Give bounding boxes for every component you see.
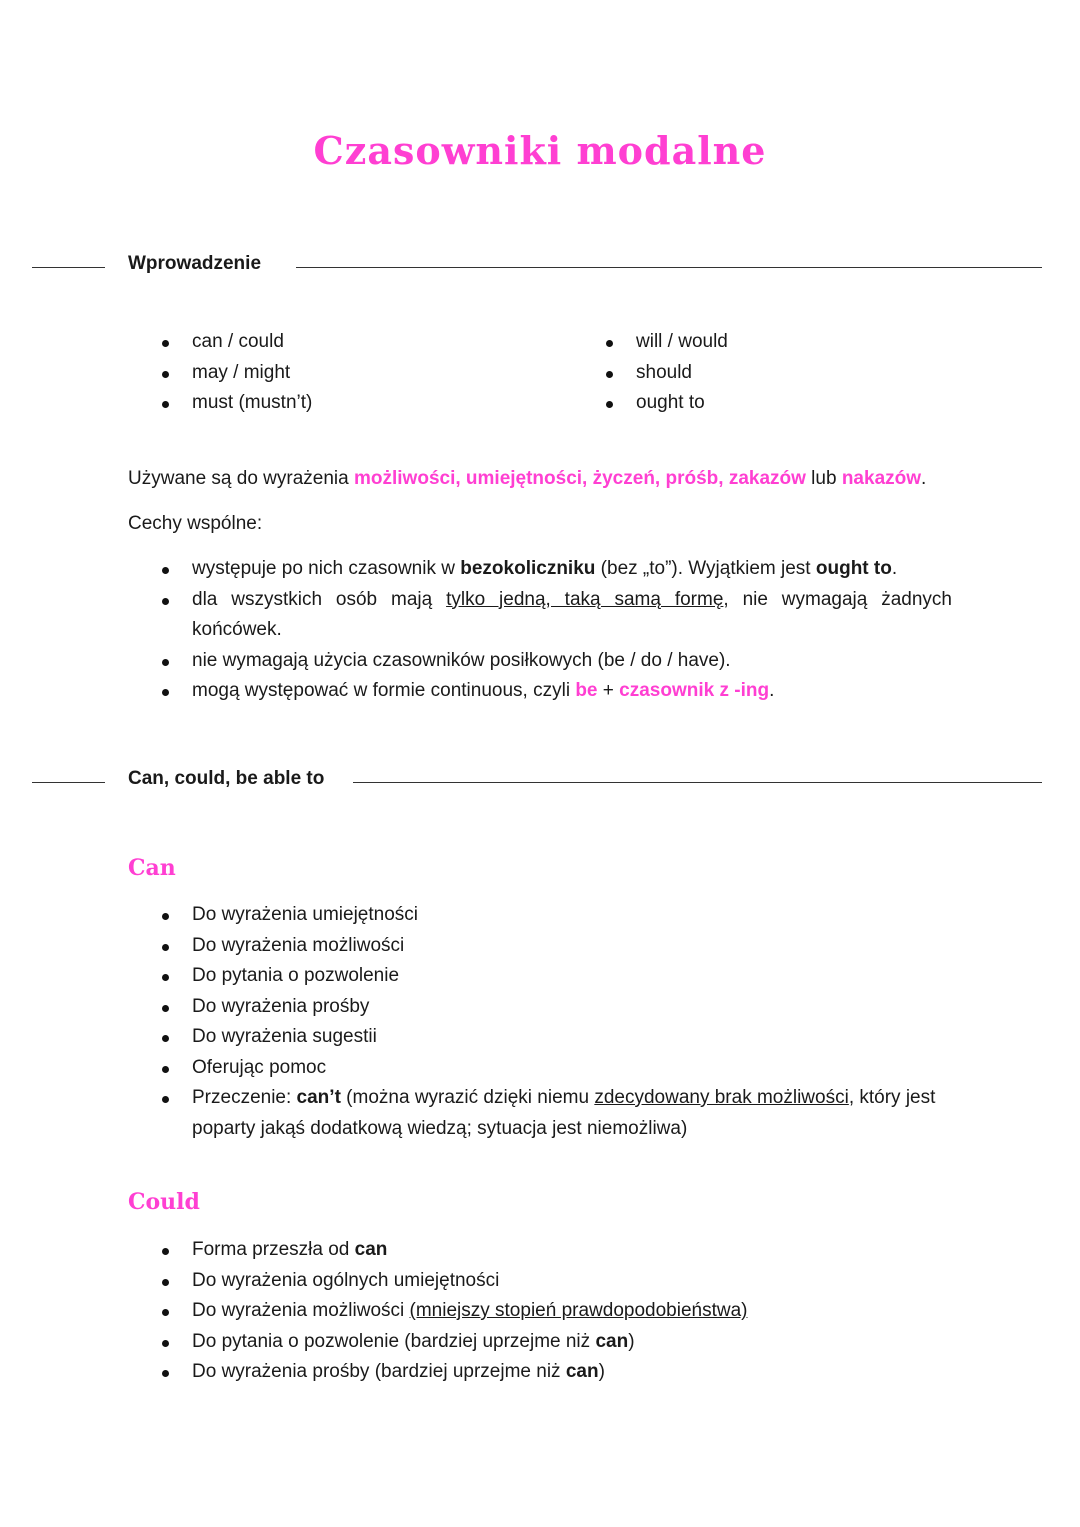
bold-text: ought to <box>815 558 892 579</box>
list-item: may / might <box>162 358 312 389</box>
divider-right <box>353 782 1042 783</box>
text-run: występuje po nich czasownik w <box>192 558 461 579</box>
list-item: ought to <box>606 388 728 419</box>
modals-list-left <box>162 327 312 419</box>
list-item <box>162 1083 952 1144</box>
text-run: , który jest poparty jakąś dodatkową wiedzą; sytuacja jest niemożliwa) <box>192 1087 936 1139</box>
bold-text: can <box>354 1239 388 1260</box>
section-heading: Can, could, be able to <box>128 768 325 789</box>
text-run: lub <box>805 468 842 489</box>
text-run: Forma przeszła od <box>192 1239 355 1260</box>
usage-sentence <box>128 464 926 494</box>
bold-text: can’t <box>296 1087 341 1108</box>
list-item <box>162 1327 952 1358</box>
can-heading: Can <box>128 855 176 881</box>
list-item <box>162 585 952 646</box>
modals-list-right <box>606 327 728 419</box>
page-title: Czasowniki modalne <box>313 128 767 173</box>
list-item <box>162 1235 952 1266</box>
text-run: . <box>921 468 927 489</box>
could-list <box>162 1235 952 1388</box>
text-run: ) <box>628 1330 635 1352</box>
list-item: nie wymagają użycia czasowników posiłkowych (be / do / have). <box>162 646 952 677</box>
list-item: Do wyrażenia prośby <box>162 992 952 1023</box>
text-run: (bez „to”). Wyjątkiem jest <box>595 558 816 579</box>
text-run: Przeczenie: <box>192 1087 297 1108</box>
list-item <box>162 554 952 585</box>
underlined-text: tylko jedną, taką samą formę <box>446 588 724 610</box>
divider-left <box>32 267 105 268</box>
divider-right <box>296 267 1042 268</box>
list-item <box>162 1296 952 1327</box>
text-run: Do wyrażenia możliwości <box>192 1300 410 1321</box>
highlight-text: możliwości, umiejętności, życzeń, próśb, zakazów <box>354 468 806 489</box>
text-run: . <box>891 558 898 579</box>
bold-text: can <box>595 1330 629 1352</box>
list-item: Oferując pomoc <box>162 1053 952 1084</box>
highlight-text: czasownik z -ing <box>619 680 770 701</box>
list-item: Do wyrażenia sugestii <box>162 1022 952 1053</box>
section-heading: Wprowadzenie <box>128 253 262 274</box>
bold-text: can <box>565 1361 599 1382</box>
list-item: can / could <box>162 327 312 358</box>
text-run: . <box>769 680 775 701</box>
text-run: Używane są do wyrażenia <box>128 468 354 489</box>
list-item: must (mustn’t) <box>162 388 312 419</box>
text-run: + <box>597 680 620 701</box>
text-run: , nie wymagają żadnych końcówek. <box>192 588 953 640</box>
section-header-can-could <box>0 768 1080 798</box>
list-item <box>162 676 952 707</box>
features-label: Cechy wspólne: <box>128 513 263 534</box>
could-heading: Could <box>128 1189 200 1215</box>
section-header-intro <box>0 253 1080 283</box>
text-run: (można wyrazić dzięki niemu <box>340 1087 595 1108</box>
underlined-text: zdecydowany brak możliwości <box>594 1087 849 1108</box>
divider-left <box>32 782 105 783</box>
features-list <box>162 554 952 707</box>
underlined-text: (mniejszy stopień prawdopodobieństwa) <box>409 1300 748 1321</box>
list-item <box>162 1357 952 1388</box>
list-item: Do wyrażenia umiejętności <box>162 900 952 931</box>
text-run: Do wyrażenia prośby (bardziej uprzejme niż <box>192 1361 566 1382</box>
can-list <box>162 900 952 1144</box>
list-item: should <box>606 358 728 389</box>
text-run: mogą występować w formie continuous, czyli <box>192 680 576 701</box>
list-item: will / would <box>606 327 728 358</box>
bold-text: bezokoliczniku <box>460 558 596 579</box>
text-run: Do pytania o pozwolenie (bardziej uprzejme niż <box>192 1330 596 1352</box>
text-run: ) <box>598 1361 605 1382</box>
text-run: dla wszystkich osób mają <box>192 588 447 610</box>
list-item: Do wyrażenia ogólnych umiejętności <box>162 1266 952 1297</box>
highlight-text: be <box>575 680 598 701</box>
list-item: Do pytania o pozwolenie <box>162 961 952 992</box>
list-item: Do wyrażenia możliwości <box>162 931 952 962</box>
highlight-text: nakazów <box>841 468 922 489</box>
